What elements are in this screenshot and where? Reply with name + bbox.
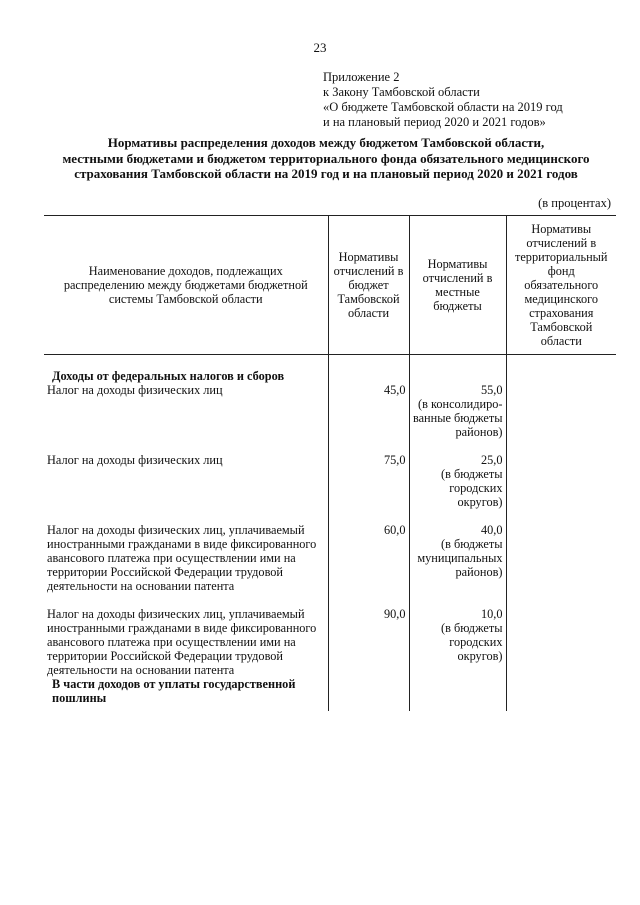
fund-rate <box>506 453 616 509</box>
header-local-budgets: Нормативы отчислений в местные бюджеты <box>409 216 506 355</box>
appendix-line: Приложение 2 <box>323 70 400 84</box>
local-rate-value: 10,0 <box>480 607 503 621</box>
local-rate <box>409 383 506 439</box>
income-name: Налог на доходы физических лиц, уплачиваемый иностранными гражданами в виде фиксированного авансового платежа при осуществлении ими на территории Российской Федерации трудовой деятельности на основании патента <box>47 523 317 593</box>
appendix-line: «О бюджете Тамбовской области на 2019 год <box>323 100 563 114</box>
header-insurance-fund: Нормативы отчислений в территориальный фонд обязательного медицинского страхования Тамбовской области <box>506 216 616 355</box>
local-rate-value: 40,0 <box>480 523 503 537</box>
fund-rate <box>506 523 616 593</box>
table-row <box>44 453 616 509</box>
local-rate-note: (в консолидиро-ванные бюджеты районов) <box>412 397 503 439</box>
local-rate-note: (в бюджеты муниципальных районов) <box>417 537 503 579</box>
income-name: Налог на доходы физических лиц <box>47 453 223 467</box>
appendix-line: и на плановый период 2020 и 2021 годов» <box>323 115 546 129</box>
income-name: Налог на доходы физических лиц <box>47 383 223 397</box>
table-row <box>44 523 616 593</box>
section-row <box>44 369 616 383</box>
fund-rate <box>506 607 616 677</box>
fund-rate <box>506 383 616 439</box>
local-rate-note: (в бюджеты городских округов) <box>441 467 503 509</box>
title-line: местными бюджетами и бюджетом территориального фонда обязательного медицинского <box>62 150 590 166</box>
section-title: В части доходов от уплаты государственной пошлины <box>52 677 296 705</box>
document-title <box>40 135 612 182</box>
units-note: (в процентах) <box>538 196 611 210</box>
local-rate-value: 55,0 <box>480 383 503 397</box>
section-row <box>44 677 616 711</box>
regional-rate: 75,0 <box>328 453 409 509</box>
title-line: Нормативы распределения доходов между бюджетом Тамбовской области, <box>107 135 545 150</box>
table-header-row <box>44 216 616 355</box>
local-rate <box>409 453 506 509</box>
section-title: Доходы от федеральных налогов и сборов <box>52 369 285 383</box>
local-rate-note: (в бюджеты городских округов) <box>441 621 503 663</box>
page-number: 23 <box>313 40 327 55</box>
header-regional-budget: Нормативы отчислений в бюджет Тамбовской области <box>328 216 409 355</box>
appendix-line: к Закону Тамбовской области <box>323 85 480 99</box>
local-rate-value: 25,0 <box>480 453 503 467</box>
appendix-reference <box>323 70 563 130</box>
title-line: страхования Тамбовской области на 2019 год и на плановый период 2020 и 2021 годов <box>74 166 578 181</box>
local-rate <box>409 607 506 677</box>
income-name: Налог на доходы физических лиц, уплачиваемый иностранными гражданами в виде фиксированного авансового платежа при осуществлении ими на территории Российской Федерации трудовой деятельности на основании патента <box>47 607 317 677</box>
regional-rate: 60,0 <box>328 523 409 593</box>
local-rate <box>409 523 506 593</box>
distribution-table <box>44 215 616 711</box>
regional-rate: 90,0 <box>328 607 409 677</box>
header-income-name: Наименование доходов, подлежащих распределению между бюджетами бюджетной системы Тамбовской области <box>44 216 328 355</box>
table-row <box>44 607 616 677</box>
regional-rate: 45,0 <box>328 383 409 439</box>
table-row <box>44 383 616 439</box>
